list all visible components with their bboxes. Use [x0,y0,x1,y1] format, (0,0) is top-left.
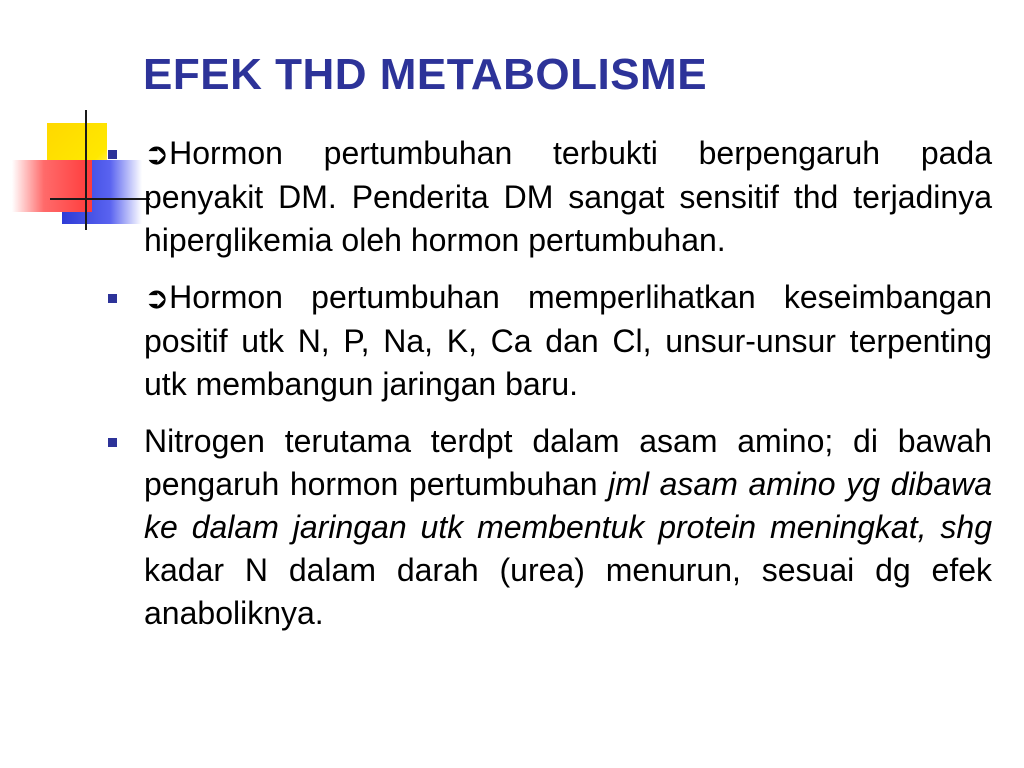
circled-right-arrow-icon: ➲ [144,137,170,172]
bullet-item-3 [100,420,992,635]
bullet-text [144,276,992,406]
bullet-item-2 [100,276,992,406]
bullet-list [100,132,992,649]
logo-vertical-line [85,110,87,230]
bullet-3-text-italic: jml asam amino yg dibawa ke dalam jaringan utk membentuk protein meningkat, shg [144,466,993,545]
bullet-text [144,132,992,262]
slide-title: EFEK THD METABOLISME [143,50,708,99]
bullet-3-text-end: kadar N dalam darah (urea) menurun, sesuai dg efek anaboliknya. [144,552,992,631]
square-bullet-icon [108,294,117,303]
bullet-text [144,420,992,635]
bullet-1-text: Hormon pertumbuhan terbukti berpengaruh pada penyakit DM. Penderita DM sangat sensitif thd terjadinya hiperglikemia oleh hormon pertumbuhan. [144,135,992,258]
logo-red-square [12,160,92,212]
circled-right-arrow-icon: ➲ [144,281,170,316]
bullet-item-1 [100,132,992,262]
bullet-3-text-start: Nitrogen terutama terdpt dalam asam amino; di bawah pengaruh hormon pertumbuhan [144,423,992,502]
square-bullet-icon [108,150,117,159]
square-bullet-icon [108,438,117,447]
bullet-2-text: Hormon pertumbuhan memperlihatkan keseimbangan positif utk N, P, Na, K, Ca dan Cl, unsur-unsur terpenting utk membangun jaringan baru. [144,279,992,402]
